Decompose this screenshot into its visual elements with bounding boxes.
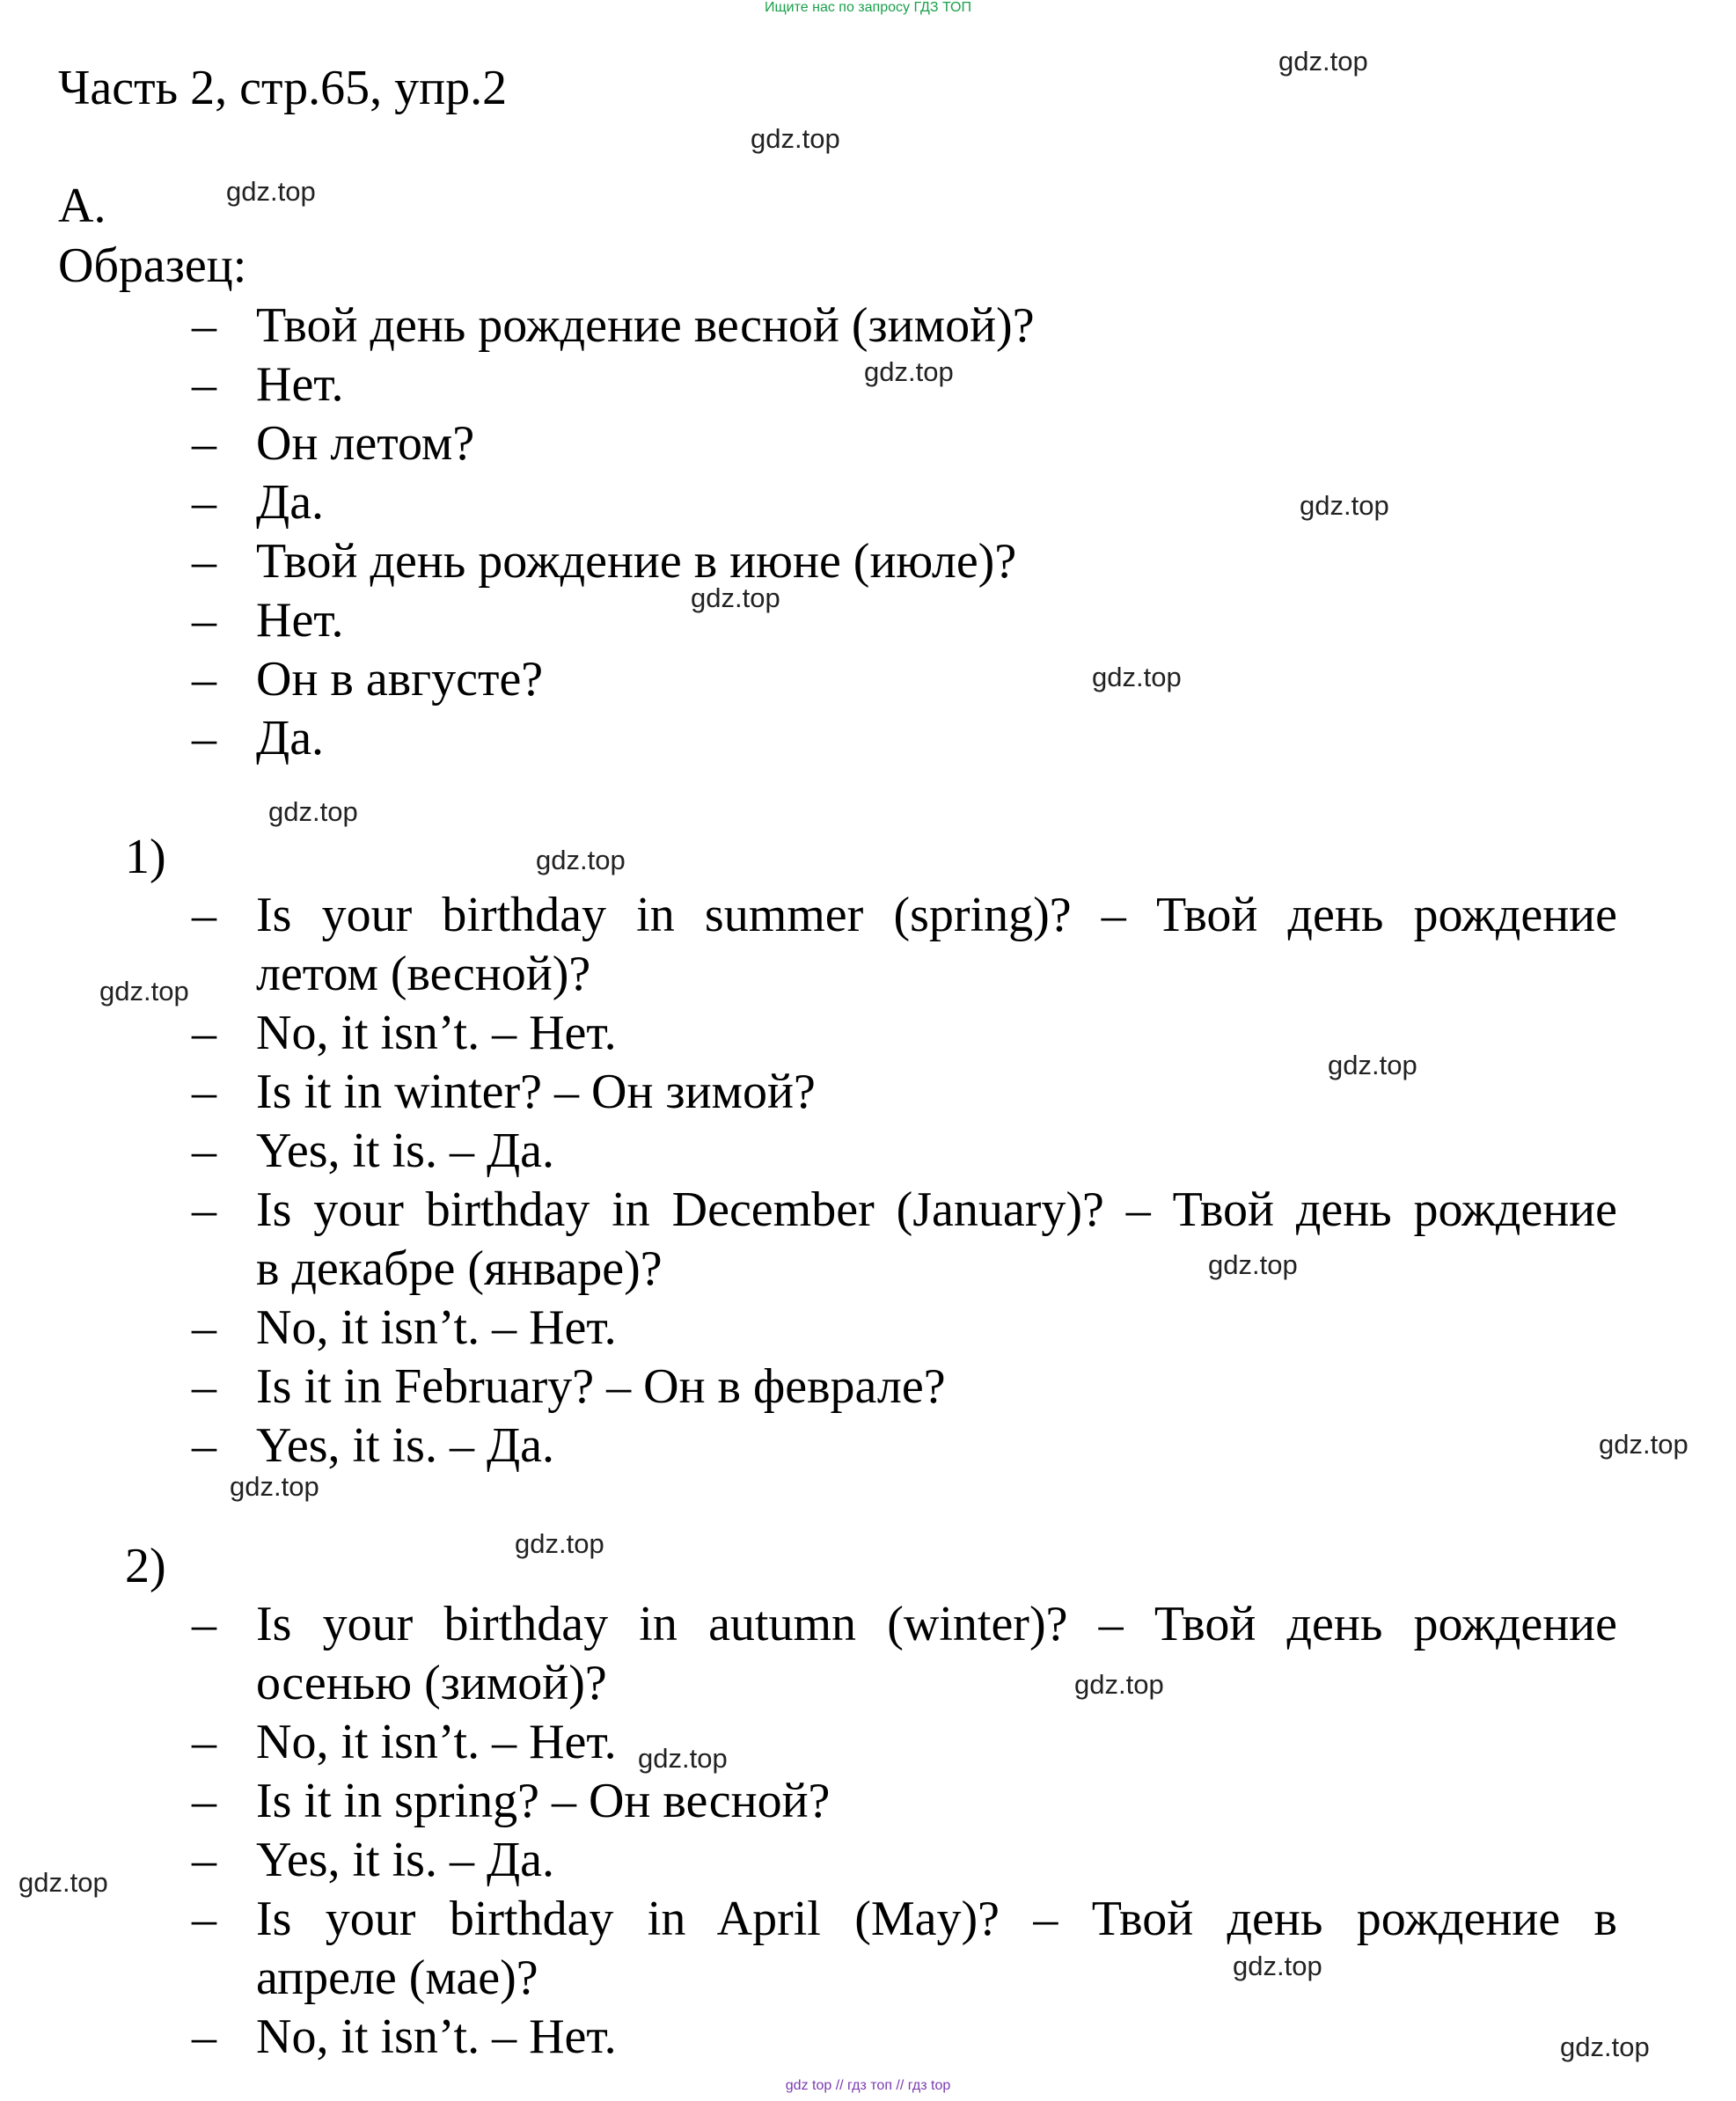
part-2-line: апреле (мае)?	[256, 1951, 538, 2005]
page-title: Часть 2, стр.65, упр.2	[58, 61, 508, 115]
part-1-line: No, it isn’t. – Нет.	[256, 1300, 617, 1355]
watermark: gdz.top	[1560, 2031, 1650, 2062]
part-1-line: в декабре (январе)?	[256, 1241, 663, 1296]
dash-marker: –	[192, 298, 216, 353]
sample-line: Да.	[256, 711, 325, 765]
dash-marker: –	[192, 1774, 216, 1828]
dash-marker: –	[192, 1124, 216, 1178]
part-1-line: Yes, it is. – Да.	[256, 1124, 555, 1178]
watermark: gdz.top	[1599, 1429, 1688, 1460]
part-1-line: No, it isn’t. – Нет.	[256, 1006, 617, 1060]
part-2-line: осенью (зимой)?	[256, 1656, 607, 1710]
part-1-line: Is your birthday in December (January)? – Твой день рождение	[256, 1182, 1617, 1237]
section-label: А.	[58, 179, 106, 233]
dash-marker: –	[192, 2009, 216, 2064]
part-2-line: No, it isn’t. – Нет.	[256, 2009, 617, 2064]
watermark: gdz.top	[226, 176, 316, 207]
watermark: gdz.top	[99, 976, 189, 1007]
watermark: gdz.top	[536, 845, 626, 875]
dash-marker: –	[192, 357, 216, 412]
dash-marker: –	[192, 1418, 216, 1473]
watermark: gdz.top	[864, 356, 954, 387]
part-2-line: Is it in spring? – Он весной?	[256, 1774, 831, 1828]
bottom-banner: gdz top // гдз топ // гдз top	[785, 2078, 951, 2093]
dash-marker: –	[192, 1715, 216, 1769]
sample-line: Он в августе?	[256, 652, 544, 706]
sample-line: Твой день рождение в июне (июле)?	[256, 534, 1017, 589]
dash-marker: –	[192, 711, 216, 765]
watermark: gdz.top	[1328, 1050, 1417, 1080]
sample-line: Нет.	[256, 593, 344, 648]
dash-marker: –	[192, 475, 216, 530]
sample-line: Да.	[256, 475, 325, 530]
watermark: gdz.top	[1233, 1951, 1322, 1981]
watermark: gdz.top	[751, 123, 840, 154]
dash-marker: –	[192, 1597, 216, 1651]
dash-marker: –	[192, 888, 216, 942]
watermark: gdz.top	[515, 1528, 604, 1559]
part-1-line: Is it in February? – Он в феврале?	[256, 1359, 946, 1414]
dash-marker: –	[192, 416, 216, 471]
part-1-line: Is your birthday in summer (spring)? – Твой день рождение	[256, 888, 1617, 942]
part-2-line: No, it isn’t. – Нет.	[256, 1715, 617, 1769]
watermark: gdz.top	[691, 582, 780, 613]
sample-line: Он летом?	[256, 416, 475, 471]
dash-marker: –	[192, 1359, 216, 1414]
part-1-label: 1)	[125, 830, 166, 884]
watermark: gdz.top	[268, 796, 358, 827]
dash-marker: –	[192, 1065, 216, 1119]
dash-marker: –	[192, 1006, 216, 1060]
dash-marker: –	[192, 1892, 216, 1946]
part-2-line: Yes, it is. – Да.	[256, 1833, 555, 1887]
top-banner: Ищите нас по запросу ГДЗ ТОП	[765, 0, 971, 15]
sample-line: Нет.	[256, 357, 344, 412]
dash-marker: –	[192, 1182, 216, 1237]
part-2-line: Is your birthday in autumn (winter)? – Твой день рождение	[256, 1597, 1617, 1651]
sample-label: Образец:	[58, 238, 247, 293]
watermark: gdz.top	[1278, 46, 1368, 77]
part-2-label: 2)	[125, 1539, 166, 1593]
watermark: gdz.top	[1208, 1249, 1298, 1280]
watermark: gdz.top	[1074, 1669, 1164, 1700]
part-1-line: Yes, it is. – Да.	[256, 1418, 555, 1473]
dash-marker: –	[192, 1300, 216, 1355]
watermark: gdz.top	[1300, 490, 1389, 521]
sample-line: Твой день рождение весной (зимой)?	[256, 298, 1035, 353]
watermark: gdz.top	[1092, 662, 1182, 692]
part-1-line: Is it in winter? – Он зимой?	[256, 1065, 816, 1119]
dash-marker: –	[192, 652, 216, 706]
watermark: gdz.top	[638, 1743, 728, 1774]
dash-marker: –	[192, 534, 216, 589]
watermark: gdz.top	[18, 1867, 108, 1898]
watermark: gdz.top	[230, 1471, 319, 1502]
part-2-line: Is your birthday in April (May)? – Твой день рождение в	[256, 1892, 1617, 1946]
dash-marker: –	[192, 1833, 216, 1887]
dash-marker: –	[192, 593, 216, 648]
part-1-line: летом (весной)?	[256, 947, 591, 1001]
